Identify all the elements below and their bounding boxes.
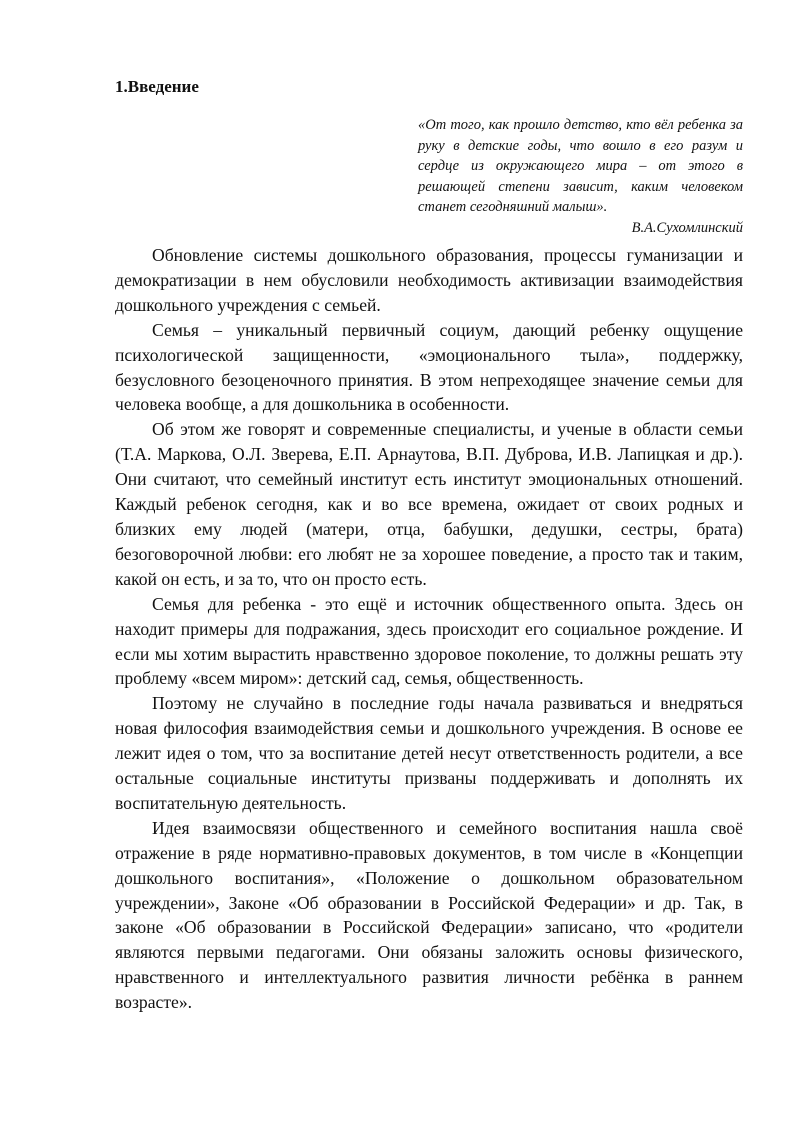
paragraph-4: Семья для ребенка - это ещё и источник общественного опыта. Здесь он находит примеры для подражания, здесь происходит его социальное рождение. И если мы хотим вырастить нравственно здоровое поколение, то должны решать эту проблему «всем миром»: детский сад, семья, общественность. [115, 593, 743, 689]
body-text [115, 243, 743, 1015]
paragraph-6: Идея взаимосвязи общественного и семейного воспитания нашла своё отражение в ряде нормативно-правовых документов, в том числе в «Концепции дошкольного воспитания», «Положение о дошкольном образовательном учреждении», Законе «Об образовании в Российской Федерации» и др. Так, в законе «Об образовании в Российской Федерации» записано, что «родители являются первыми педагогами. Они обязаны заложить основы физического, нравственного и интеллектуального развития личности ребёнка в раннем возрасте». [115, 817, 743, 1013]
paragraph-1: Обновление системы дошкольного образования, процессы гуманизации и демократизации в нем обусловили необходимость активизации взаимодействия дошкольного учреждения с семьей. [115, 245, 743, 315]
epigraph-author: В.А.Сухомлинский [631, 219, 743, 236]
paragraph-3: Об этом же говорят и современные специалисты, и ученые в области семьи (Т.А. Маркова, О.Л. Зверева, Е.П. Арнаутова, В.П. Дуброва, И.В. Лапицкая и др.). Они считают, что семейный институт есть институт эмоциональных отношений. Каждый ребенок сегодня, как и во все времена, ожидает от своих родных и близких ему людей (матери, отца, бабушки, дедушки, сестры, брата) безоговорочной любви: его любят не за хорошее поведение, а просто так и таким, какой он есть, и за то, что он просто есть. [115, 419, 743, 589]
epigraph-quote: «От того, как прошло детство, кто вёл ребенка за руку в детские годы, что вошло в его разум и сердце из окружающего мира – от этого в решающей степени зависит, каким человеком станет сегодняшний малыш». [418, 117, 743, 215]
section-heading: 1.Введение [115, 77, 199, 96]
paragraph-2: Семья – уникальный первичный социум, дающий ребенку ощущение психологической защищенности, «эмоционального тыла», поддержку, безусловного безоценочного принятия. В этом непреходящее значение семьи для человека вообще, а для дошкольника в особенности. [115, 319, 743, 415]
paragraph-5: Поэтому не случайно в последние годы начала развиваться и внедряться новая философия взаимодействия семьи и дошкольного учреждения. В основе ее лежит идея о том, что за воспитание детей несут ответственность родители, а все остальные социальные институты призваны поддерживать и дополнять их воспитательную деятельность. [115, 693, 743, 813]
epigraph [418, 115, 743, 238]
